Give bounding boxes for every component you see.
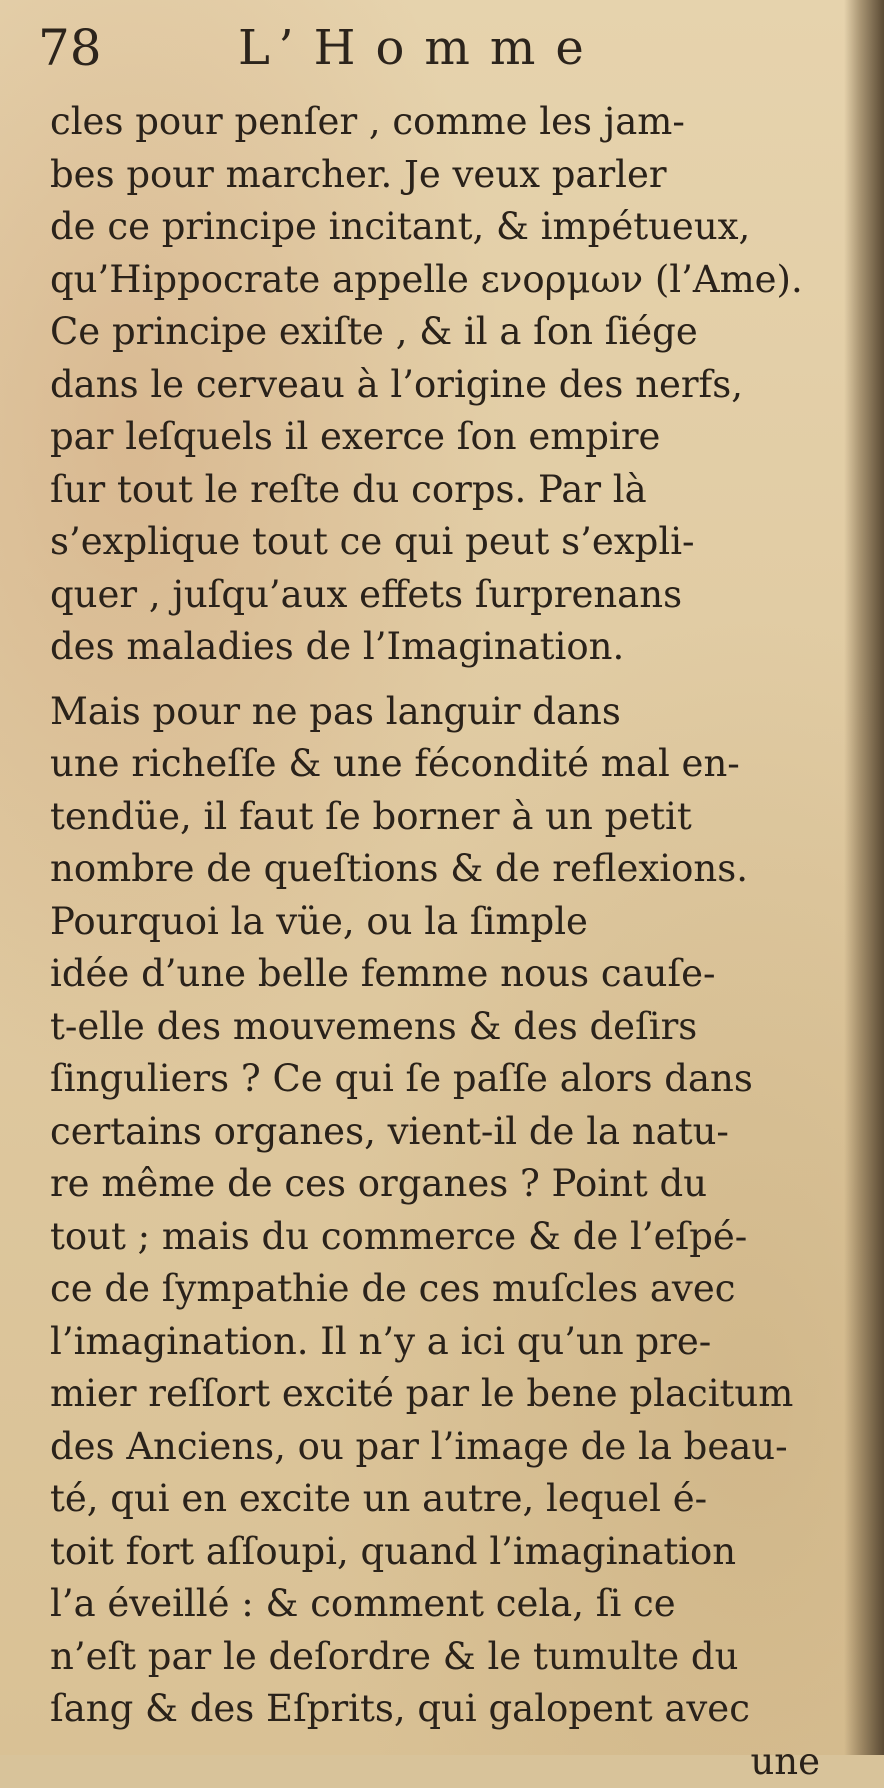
text-line: quer , juſqu’aux effets ſurprenans	[50, 569, 840, 622]
text-line: re même de ces organes ? Point du	[50, 1158, 840, 1211]
text-line: des maladies de l’Imagination.	[50, 621, 840, 674]
text-line: des Anciens, ou par l’image de la beau-	[50, 1421, 840, 1474]
text-line: tendüe, il faut ſe borner à un petit	[50, 791, 840, 844]
text-line: n’eſt par le deſordre & le tumulte du	[50, 1631, 840, 1684]
text-line: ce de ſympathie de ces muſcles avec	[50, 1263, 840, 1316]
text-line: une	[50, 1736, 840, 1788]
text-line: par leſquels il exerce ſon empire	[50, 411, 840, 464]
page-gutter-shadow	[844, 0, 884, 1755]
text-line: té, qui en excite un autre, lequel é-	[50, 1473, 840, 1526]
text-line: l’imagination. Il n’y a ici qu’un pre-	[50, 1316, 840, 1369]
text-line: Pourquoi la vüe, ou la ſimple	[50, 896, 840, 949]
text-line: l’a éveillé : & comment cela, ſi ce	[50, 1578, 840, 1631]
text-line: une richeſſe & une fécondité mal en-	[50, 738, 840, 791]
text-line: Ce principe exiſte , & il a ſon ſiége	[50, 306, 840, 359]
text-line: de ce principe incitant, & impétueux,	[50, 201, 840, 254]
text-line: ſinguliers ? Ce qui ſe paſſe alors dans	[50, 1053, 840, 1106]
body-text	[50, 96, 840, 1788]
text-line: ſang & des Eſprits, qui galopent avec	[50, 1683, 840, 1736]
page-header	[38, 12, 818, 84]
text-line: tout ; mais du commerce & de l’eſpé-	[50, 1211, 840, 1264]
text-line: cles pour penſer , comme les jam-	[50, 96, 840, 149]
text-line: t-elle des mouvemens & des deſirs	[50, 1001, 840, 1054]
text-line: mier reſſort excité par le bene placitum	[50, 1368, 840, 1421]
text-line: ſur tout le reſte du corps. Par là	[50, 464, 840, 517]
paragraph-gap	[50, 674, 840, 686]
text-line: toit fort aſſoupi, quand l’imagination	[50, 1526, 840, 1579]
running-head: L’Homme	[238, 12, 604, 84]
text-line: dans le cerveau à l’origine des nerfs,	[50, 359, 840, 412]
page-number: 78	[38, 12, 102, 84]
text-line: qu’Hippocrate appelle ενορμων (l’Ame).	[50, 254, 840, 307]
text-line: nombre de queſtions & de reflexions.	[50, 843, 840, 896]
text-line: s’explique tout ce qui peut s’expli-	[50, 516, 840, 569]
text-line: bes pour marcher. Je veux parler	[50, 149, 840, 202]
text-line: Mais pour ne pas languir dans	[50, 686, 840, 739]
text-line: idée d’une belle femme nous cauſe-	[50, 948, 840, 1001]
text-line: certains organes, vient-il de la natu-	[50, 1106, 840, 1159]
